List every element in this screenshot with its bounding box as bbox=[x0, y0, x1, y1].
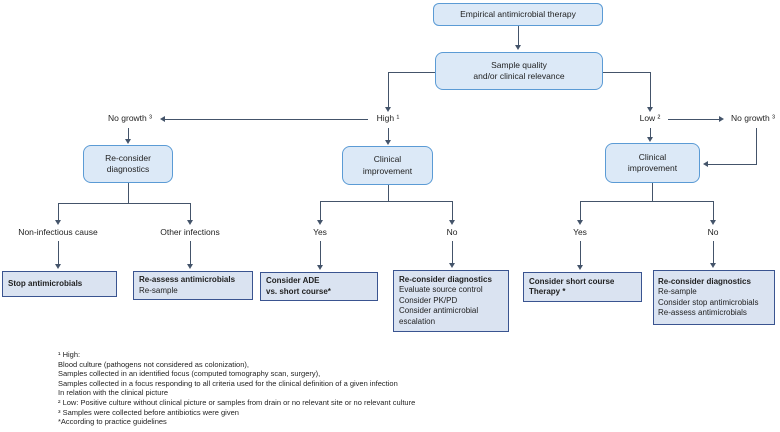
outcome-short-course-title-line2: Therapy * bbox=[529, 287, 566, 296]
sample-quality-box bbox=[435, 52, 603, 90]
label-yes-right: Yes bbox=[573, 227, 587, 237]
outcome-ade-title-line1: Consider ADE bbox=[266, 276, 320, 285]
connector-line bbox=[128, 183, 129, 203]
arrow-down-icon bbox=[577, 265, 583, 270]
clinical-improvement-right-line1: Clinical bbox=[638, 151, 667, 162]
reconsider-diagnostics-line1: Re-consider bbox=[105, 152, 151, 163]
connector-line bbox=[388, 185, 389, 201]
arrow-down-icon bbox=[647, 107, 653, 112]
reconsider-diagnostics-line2: diagnostics bbox=[106, 164, 150, 174]
connector-line bbox=[165, 119, 368, 120]
outcome-reconsider-center-line2: Consider PK/PD bbox=[399, 295, 458, 305]
label-no-center: No bbox=[446, 227, 458, 237]
clinical-improvement-right-box bbox=[605, 143, 700, 183]
connector-line bbox=[452, 241, 453, 263]
connector-line bbox=[388, 72, 389, 107]
clinical-improvement-right-line2: improvement bbox=[627, 163, 678, 173]
connector-line bbox=[650, 72, 651, 107]
arrow-down-icon bbox=[449, 220, 455, 225]
outcome-ade-box bbox=[260, 272, 378, 301]
outcome-stop-box bbox=[2, 271, 117, 297]
arrow-down-icon bbox=[125, 139, 131, 144]
label-no-growth-left: No growth ³ bbox=[108, 113, 152, 123]
label-no-right: No bbox=[707, 227, 719, 237]
arrow-down-icon bbox=[317, 220, 323, 225]
connector-line bbox=[388, 128, 389, 140]
connector-line bbox=[756, 128, 757, 164]
outcome-reassess-line: Re-sample bbox=[139, 285, 178, 295]
clinical-improvement-center-box bbox=[342, 146, 433, 185]
label-no-growth-right: No growth ³ bbox=[731, 113, 775, 123]
start-box-label: Empirical antimicrobial therapy bbox=[460, 8, 576, 19]
sample-quality-line1: Sample quality bbox=[491, 59, 547, 70]
arrow-left-icon bbox=[703, 161, 708, 167]
arrow-down-icon bbox=[55, 220, 61, 225]
connector-line bbox=[58, 241, 59, 264]
connector-line bbox=[580, 241, 581, 265]
footnote-blood-culture: Blood culture (pathogens not considered as colonization), bbox=[58, 359, 249, 369]
arrow-down-icon bbox=[187, 264, 193, 269]
outcome-reconsider-right-box bbox=[653, 270, 775, 325]
footnote-samples-before-antibiotics: ³ Samples were collected before antibiotics were given bbox=[58, 407, 239, 417]
outcome-reconsider-center-box bbox=[393, 270, 509, 332]
clinical-improvement-center-line1: Clinical bbox=[373, 154, 402, 164]
connector-line bbox=[580, 201, 581, 220]
outcome-reassess-box bbox=[133, 271, 253, 300]
outcome-reconsider-center-line1: Evaluate source control bbox=[399, 285, 483, 295]
arrow-right-icon bbox=[719, 116, 724, 122]
label-non-infectious-cause: Non-infectious cause bbox=[18, 227, 98, 237]
footnote-practice-guidelines: *According to practice guidelines bbox=[58, 417, 167, 427]
outcome-short-course-box bbox=[523, 272, 642, 302]
label-yes-center: Yes bbox=[313, 227, 327, 237]
connector-line bbox=[713, 201, 714, 220]
outcome-reassess-title: Re-assess antimicrobials bbox=[139, 275, 236, 284]
footnote-identified-focus: Samples collected in an identified focus (computed tomography scan, surgery), bbox=[58, 369, 321, 379]
connector-line bbox=[128, 128, 129, 139]
connector-line bbox=[452, 201, 453, 220]
outcome-reconsider-center-line3: Consider antimicrobial escalation bbox=[399, 306, 479, 326]
arrow-down-icon bbox=[385, 107, 391, 112]
outcome-reconsider-right-line3: Re-assess antimicrobials bbox=[658, 308, 747, 317]
sample-quality-line2: and/or clinical relevance bbox=[473, 71, 565, 81]
footnote-low: ² Low: Positive culture without clinical picture or samples from drain or no relevant site or no relevant culture bbox=[58, 397, 416, 407]
connector-line bbox=[190, 241, 191, 264]
arrow-down-icon bbox=[710, 220, 716, 225]
outcome-ade-title-line2: vs. short course* bbox=[266, 286, 331, 296]
connector-line bbox=[388, 72, 435, 73]
arrow-down-icon bbox=[647, 137, 653, 142]
arrow-down-icon bbox=[385, 140, 391, 145]
connector-line bbox=[190, 203, 191, 220]
outcome-reconsider-right-line1: Re-sample bbox=[658, 287, 697, 296]
outcome-reconsider-right-title: Re-consider diagnostics bbox=[658, 276, 751, 286]
connector-line bbox=[713, 241, 714, 263]
clinical-improvement-center-line2: improvement bbox=[362, 165, 413, 176]
connector-line bbox=[650, 128, 651, 137]
label-low: Low ² bbox=[639, 113, 661, 123]
arrow-down-icon bbox=[55, 264, 61, 269]
outcome-stop-title: Stop antimicrobials bbox=[8, 278, 83, 288]
connector-line bbox=[580, 201, 713, 202]
start-box bbox=[433, 3, 603, 26]
connector-line bbox=[58, 203, 59, 220]
connector-line bbox=[708, 164, 757, 165]
outcome-reconsider-center-title: Re-consider diagnostics bbox=[399, 274, 492, 284]
connector-line bbox=[668, 119, 719, 120]
connector-line bbox=[652, 183, 653, 201]
footnote-high: ¹ High: bbox=[58, 350, 81, 359]
arrow-down-icon bbox=[449, 263, 455, 268]
arrow-down-icon bbox=[317, 265, 323, 270]
footnotes bbox=[58, 350, 718, 427]
arrow-down-icon bbox=[515, 45, 521, 50]
connector-line bbox=[518, 26, 519, 45]
connector-line bbox=[320, 201, 321, 220]
connector-line bbox=[320, 241, 321, 265]
footnote-clinical-picture: In relation with the clinical picture bbox=[58, 388, 169, 398]
arrow-left-icon bbox=[160, 116, 165, 122]
connector-line bbox=[58, 203, 190, 204]
reconsider-diagnostics-box bbox=[83, 145, 173, 183]
outcome-reconsider-right-line2: Consider stop antimicrobials bbox=[658, 297, 759, 307]
label-other-infections: Other infections bbox=[160, 227, 220, 237]
label-high: High ¹ bbox=[376, 113, 400, 123]
arrow-down-icon bbox=[187, 220, 193, 225]
connector-line bbox=[320, 201, 452, 202]
outcome-short-course-title-line1: Consider short course bbox=[529, 276, 615, 286]
arrow-down-icon bbox=[577, 220, 583, 225]
arrow-down-icon bbox=[710, 263, 716, 268]
connector-line bbox=[603, 72, 650, 73]
footnote-focus-criteria: Samples collected in a focus responding to all criteria used for the clinical definition of a given infection bbox=[58, 378, 398, 388]
